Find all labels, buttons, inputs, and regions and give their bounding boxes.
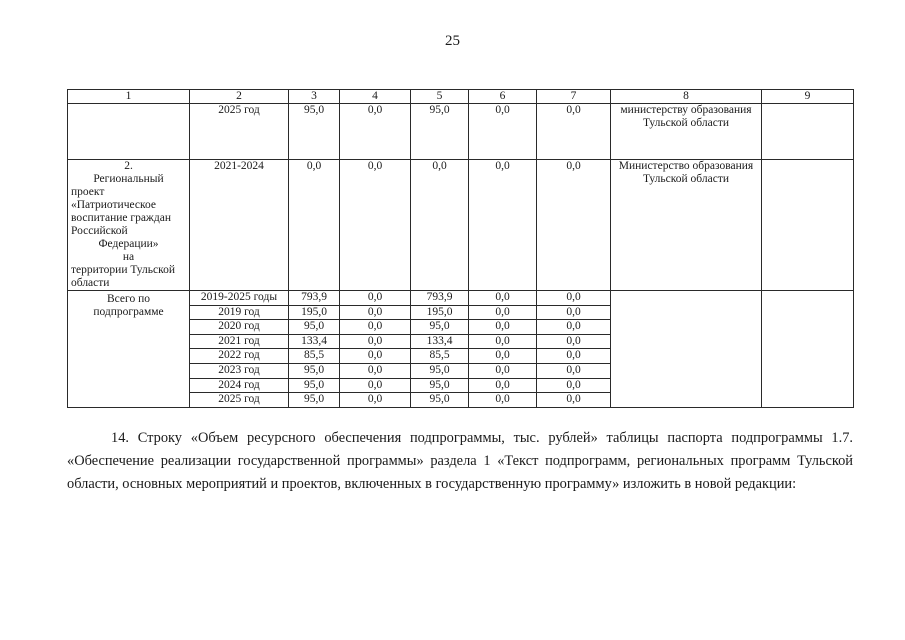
- cell-c7: 0,0: [537, 334, 611, 349]
- cell-c7: 0,0: [537, 349, 611, 364]
- cell-c6: 0,0: [469, 393, 537, 408]
- project-name-federation: Федерации»: [98, 238, 159, 250]
- cell-c3: 95,0: [289, 363, 340, 378]
- cell-c6: 0,0: [469, 363, 537, 378]
- cell-c5: 793,9: [411, 291, 469, 306]
- cell-c3: 793,9: [289, 291, 340, 306]
- cell-c7: 0,0: [537, 378, 611, 393]
- cell-c9: [762, 160, 854, 291]
- cell-c4: 0,0: [340, 320, 411, 335]
- column-number-row: [68, 90, 854, 104]
- cell-c5: 85,5: [411, 349, 469, 364]
- cell-c3: 95,0: [289, 393, 340, 408]
- cell-c6: 0,0: [469, 320, 537, 335]
- cell-c6: 0,0: [469, 291, 537, 306]
- cell-c4: 0,0: [340, 363, 411, 378]
- cell-total-label: Всего по подпрограмме: [68, 291, 190, 408]
- cell-executor: министерству образования Тульской области: [611, 104, 762, 160]
- cell-c5: 195,0: [411, 305, 469, 320]
- cell-c4: 0,0: [340, 349, 411, 364]
- cell-c4: 0,0: [340, 291, 411, 306]
- cell-c4: 0,0: [340, 378, 411, 393]
- cell-period: 2023 год: [190, 363, 289, 378]
- cell-period: 2024 год: [190, 378, 289, 393]
- cell-executor-empty: [611, 291, 762, 408]
- cell-c3: 95,0: [289, 104, 340, 160]
- col-header-1: 1: [68, 90, 190, 104]
- cell-period: 2025 год: [190, 393, 289, 408]
- cell-c4: 0,0: [340, 104, 411, 160]
- cell-c5: 95,0: [411, 320, 469, 335]
- project-number: 2.: [124, 160, 133, 172]
- amendment-paragraph: [67, 427, 853, 496]
- cell-executor: Министерство образования Тульской области: [611, 160, 762, 291]
- cell-c6: 0,0: [469, 104, 537, 160]
- cell-period: 2025 год: [190, 104, 289, 160]
- cell-c6: 0,0: [469, 334, 537, 349]
- cell-c3: 95,0: [289, 320, 340, 335]
- page-number: 25: [445, 33, 460, 49]
- total-row: [68, 291, 854, 306]
- col-header-5: 5: [411, 90, 469, 104]
- amendment-text: 14. Строку «Объем ресурсного обеспечения подпрограммы, тыс. рублей» таблицы паспорта подпрограммы 1.7. «Обеспечение реализации государственной программы» раздела 1 «Текст подпрограмм, региональных программ Тульской области, основных мероприятий и проектов, включенных в государственную программу» изложить в новой редакции:: [67, 430, 853, 492]
- cell-c9: [762, 104, 854, 160]
- project-word: Региональный: [93, 173, 164, 185]
- cell-c7: 0,0: [537, 291, 611, 306]
- col-header-9: 9: [762, 90, 854, 104]
- cell-c5: 133,4: [411, 334, 469, 349]
- col-header-4: 4: [340, 90, 411, 104]
- cell-c6: 0,0: [469, 305, 537, 320]
- cell-c7: 0,0: [537, 160, 611, 291]
- cell-c5: 0,0: [411, 160, 469, 291]
- cell-c7: 0,0: [537, 104, 611, 160]
- budget-table: [67, 89, 854, 408]
- project-name-end: территории Тульской области: [71, 264, 176, 289]
- cell-c4: 0,0: [340, 305, 411, 320]
- cell-c5: 95,0: [411, 378, 469, 393]
- cell-c7: 0,0: [537, 363, 611, 378]
- cell-c5: 95,0: [411, 363, 469, 378]
- cell-c9-empty: [762, 291, 854, 408]
- cell-c4: 0,0: [340, 393, 411, 408]
- cell-period: 2021 год: [190, 334, 289, 349]
- project-name-na: на: [122, 251, 135, 263]
- col-header-7: 7: [537, 90, 611, 104]
- table-row: [68, 104, 854, 160]
- cell-c4: 0,0: [340, 334, 411, 349]
- cell-c7: 0,0: [537, 305, 611, 320]
- cell-c5: 95,0: [411, 104, 469, 160]
- project-name-middle: проект «Патриотическое воспитание граждан Российской: [71, 186, 171, 237]
- cell-period: 2020 год: [190, 320, 289, 335]
- cell-period: 2019 год: [190, 305, 289, 320]
- col-header-2: 2: [190, 90, 289, 104]
- cell-empty: [68, 104, 190, 160]
- table-row: [68, 160, 854, 291]
- cell-c7: 0,0: [537, 320, 611, 335]
- cell-c6: 0,0: [469, 378, 537, 393]
- cell-period: 2019-2025 годы: [190, 291, 289, 306]
- cell-c6: 0,0: [469, 160, 537, 291]
- cell-c7: 0,0: [537, 393, 611, 408]
- cell-c3: 0,0: [289, 160, 340, 291]
- cell-c6: 0,0: [469, 349, 537, 364]
- cell-period: 2021-2024: [190, 160, 289, 291]
- cell-project-name: [68, 160, 190, 291]
- col-header-8: 8: [611, 90, 762, 104]
- cell-c3: 85,5: [289, 349, 340, 364]
- col-header-3: 3: [289, 90, 340, 104]
- cell-period: 2022 год: [190, 349, 289, 364]
- cell-c3: 133,4: [289, 334, 340, 349]
- cell-c5: 95,0: [411, 393, 469, 408]
- cell-c3: 195,0: [289, 305, 340, 320]
- cell-c3: 95,0: [289, 378, 340, 393]
- cell-c4: 0,0: [340, 160, 411, 291]
- col-header-6: 6: [469, 90, 537, 104]
